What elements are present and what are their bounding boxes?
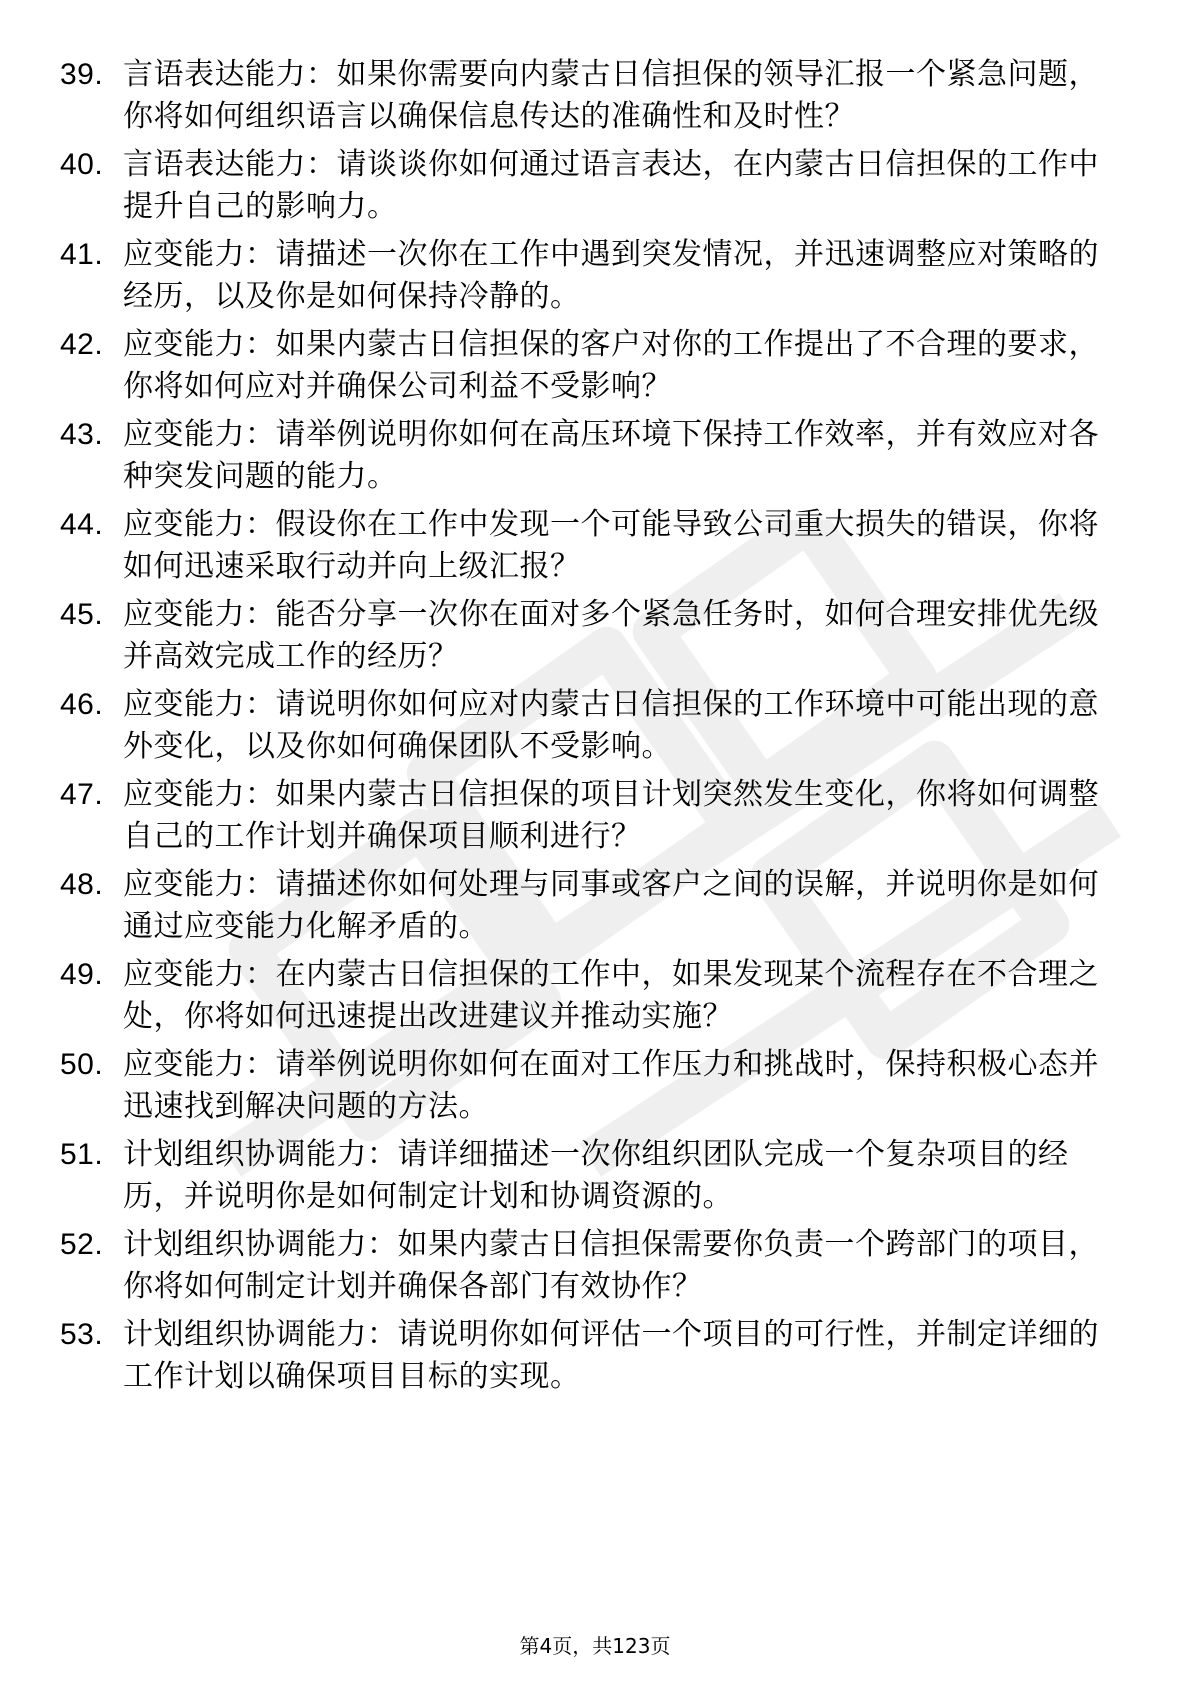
question-item xyxy=(60,1224,1110,1314)
question-item xyxy=(60,774,1110,864)
question-text: 言语表达能力：请谈谈你如何通过语言表达，在内蒙古日信担保的工作中提升自己的影响力。 xyxy=(123,147,1099,224)
question-number: 47. xyxy=(60,778,104,811)
question-item xyxy=(60,54,1110,144)
question-item xyxy=(60,594,1110,684)
question-text: 应变能力：能否分享一次你在面对多个紧急任务时，如何合理安排优先级并高效完成工作的经历？ xyxy=(123,597,1099,674)
question-number: 41. xyxy=(60,238,104,271)
question-number: 39. xyxy=(60,58,104,91)
question-number: 48. xyxy=(60,868,104,901)
question-number: 45. xyxy=(60,598,104,631)
question-list xyxy=(60,54,1110,1404)
question-text: 计划组织协调能力：请说明你如何评估一个项目的可行性，并制定详细的工作计划以确保项目目标的实现。 xyxy=(123,1317,1099,1394)
question-item xyxy=(60,1314,1110,1404)
question-text: 应变能力：如果内蒙古日信担保的客户对你的工作提出了不合理的要求，你将如何应对并确保公司利益不受影响？ xyxy=(123,327,1099,404)
question-number: 50. xyxy=(60,1048,104,1081)
question-text: 应变能力：请描述你如何处理与同事或客户之间的误解，并说明你是如何通过应变能力化解矛盾的。 xyxy=(123,867,1099,944)
question-text: 应变能力：如果内蒙古日信担保的项目计划突然发生变化，你将如何调整自己的工作计划并确保项目顺利进行？ xyxy=(123,777,1099,854)
question-number: 53. xyxy=(60,1318,104,1351)
question-text: 应变能力：请举例说明你如何在面对工作压力和挑战时，保持积极心态并迅速找到解决问题的方法。 xyxy=(123,1047,1099,1124)
question-item xyxy=(60,234,1110,324)
question-number: 51. xyxy=(60,1138,104,1171)
question-number: 40. xyxy=(60,148,104,181)
question-item xyxy=(60,864,1110,954)
question-text: 计划组织协调能力：请详细描述一次你组织团队完成一个复杂项目的经历，并说明你是如何制定计划和协调资源的。 xyxy=(123,1137,1069,1214)
question-item xyxy=(60,414,1110,504)
question-text: 应变能力：在内蒙古日信担保的工作中，如果发现某个流程存在不合理之处，你将如何迅速提出改进建议并推动实施？ xyxy=(123,957,1099,1034)
question-number: 46. xyxy=(60,688,104,721)
question-item xyxy=(60,954,1110,1044)
question-item xyxy=(60,324,1110,414)
question-item xyxy=(60,1134,1110,1224)
question-text: 言语表达能力：如果你需要向内蒙古日信担保的领导汇报一个紧急问题，你将如何组织语言以确保信息传达的准确性和及时性？ xyxy=(123,57,1099,134)
question-text: 应变能力：请说明你如何应对内蒙古日信担保的工作环境中可能出现的意外变化，以及你如何确保团队不受影响。 xyxy=(123,687,1099,764)
question-item xyxy=(60,144,1110,234)
question-number: 44. xyxy=(60,508,104,541)
question-item xyxy=(60,1044,1110,1134)
question-number: 43. xyxy=(60,418,104,451)
page-number-footer: 第4页，共123页 xyxy=(519,1634,671,1658)
question-item xyxy=(60,684,1110,774)
question-text: 应变能力：假设你在工作中发现一个可能导致公司重大损失的错误，你将如何迅速采取行动并向上级汇报？ xyxy=(123,507,1099,584)
question-text: 计划组织协调能力：如果内蒙古日信担保需要你负责一个跨部门的项目，你将如何制定计划并确保各部门有效协作？ xyxy=(123,1227,1099,1304)
question-number: 49. xyxy=(60,958,104,991)
question-text: 应变能力：请描述一次你在工作中遇到突发情况，并迅速调整应对策略的经历，以及你是如何保持冷静的。 xyxy=(123,237,1099,314)
question-number: 52. xyxy=(60,1228,104,1261)
question-item xyxy=(60,504,1110,594)
question-text: 应变能力：请举例说明你如何在高压环境下保持工作效率，并有效应对各种突发问题的能力。 xyxy=(123,417,1099,494)
question-number: 42. xyxy=(60,328,104,361)
